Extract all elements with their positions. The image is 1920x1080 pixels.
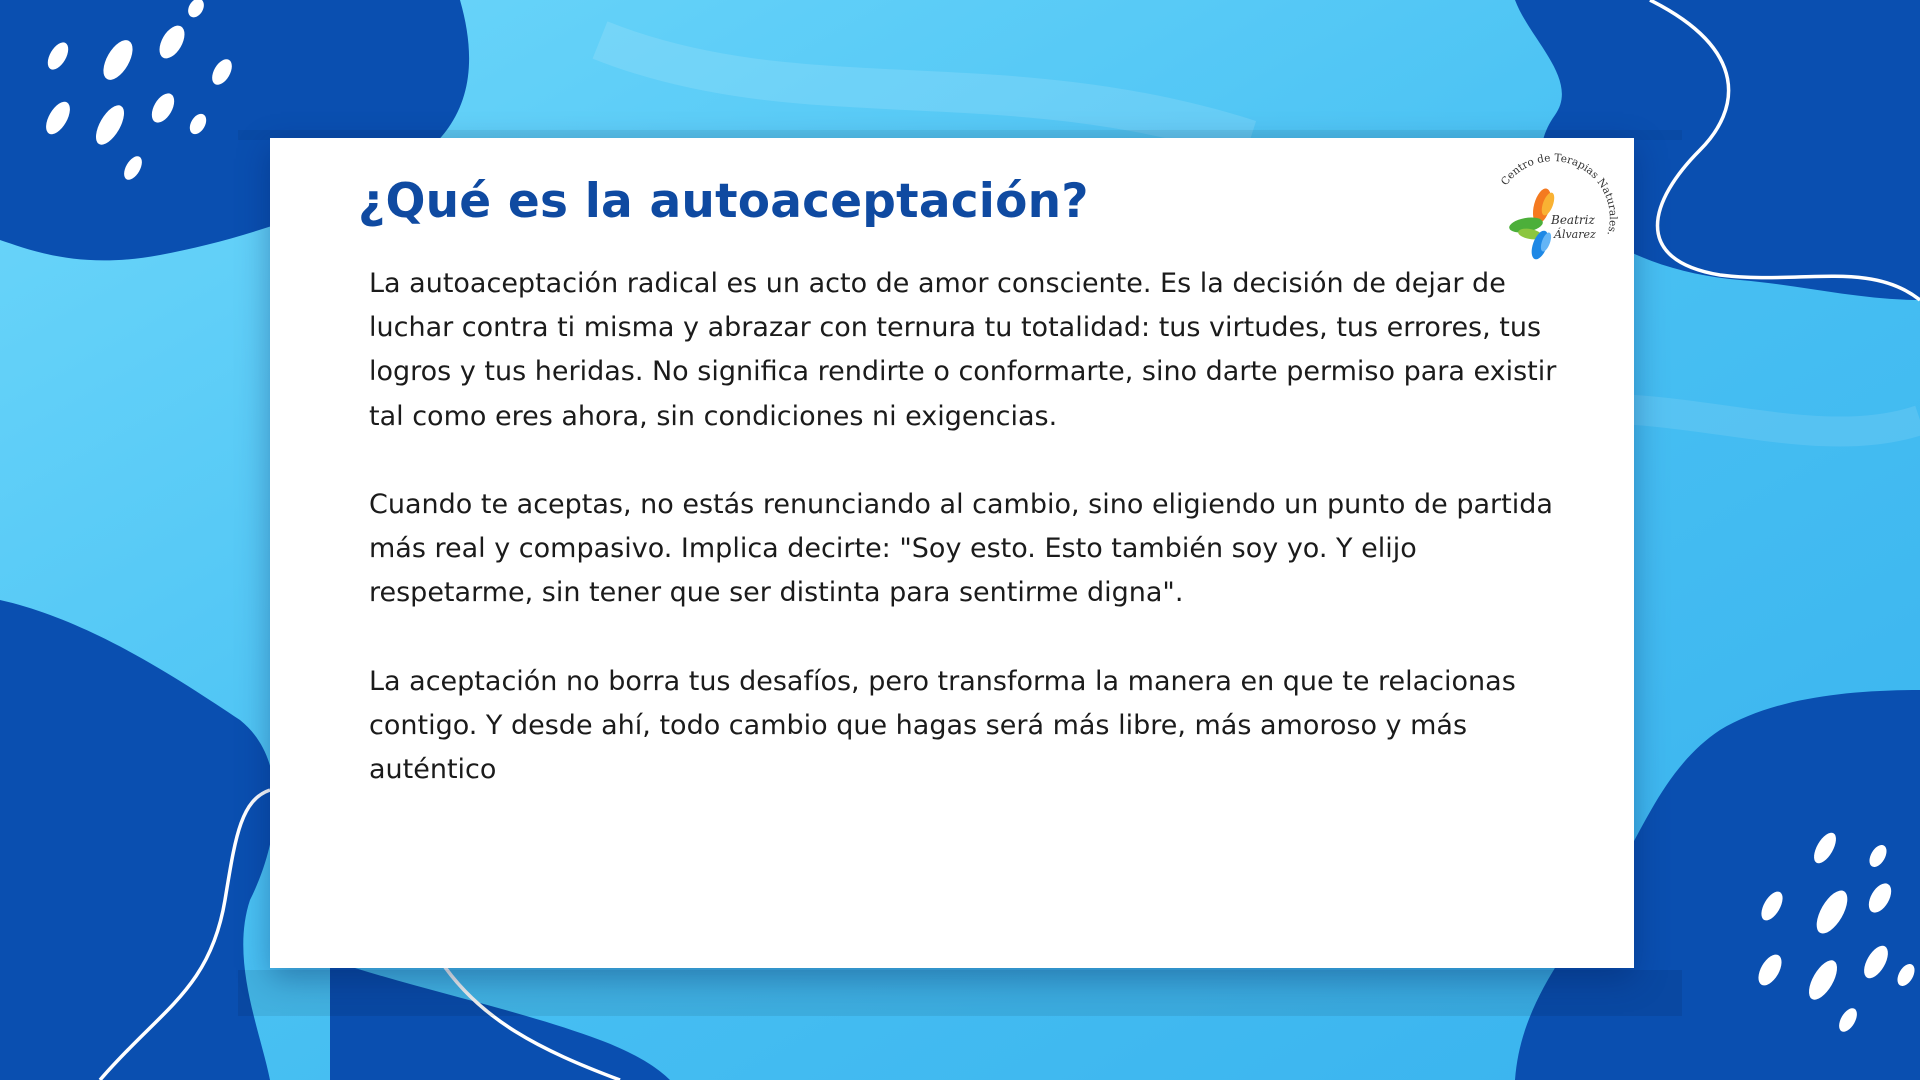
- logo-arc-text: Centro de Terapias Naturales.: [1498, 152, 1619, 237]
- logo-name-line1: Beatriz: [1551, 213, 1595, 227]
- logo-name-line2: Álvarez: [1554, 228, 1596, 241]
- body-text: [369, 262, 1569, 837]
- butterfly-petals-icon: [1508, 187, 1557, 262]
- paragraph-3: La aceptación no borra tus desafíos, pero transforma la manera en que te relacionas contigo. Y desde ahí, todo cambio que hagas será más libre, más amoroso y más auténtico: [369, 665, 1516, 786]
- content-card: [270, 138, 1634, 968]
- paragraph-1: La autoaceptación radical es un acto de amor consciente. Es la decisión de dejar de luchar contra ti misma y abrazar con ternura tu totalidad: tus virtudes, tus errores, tus logros y tus heridas. No significa rendirte o conformarte, sino darte permiso para existir tal como eres ahora, sin condiciones ni exigencias.: [369, 268, 1557, 432]
- slide-title: ¿Qué es la autoaceptación?: [358, 174, 1089, 229]
- paragraph-2: Cuando te aceptas, no estás renunciando al cambio, sino eligiendo un punto de partida más real y compasivo. Implica decirte: "Soy esto. Esto también soy yo. Y elijo respetarme, sin tener que ser distinta para sentirme digna".: [369, 489, 1553, 609]
